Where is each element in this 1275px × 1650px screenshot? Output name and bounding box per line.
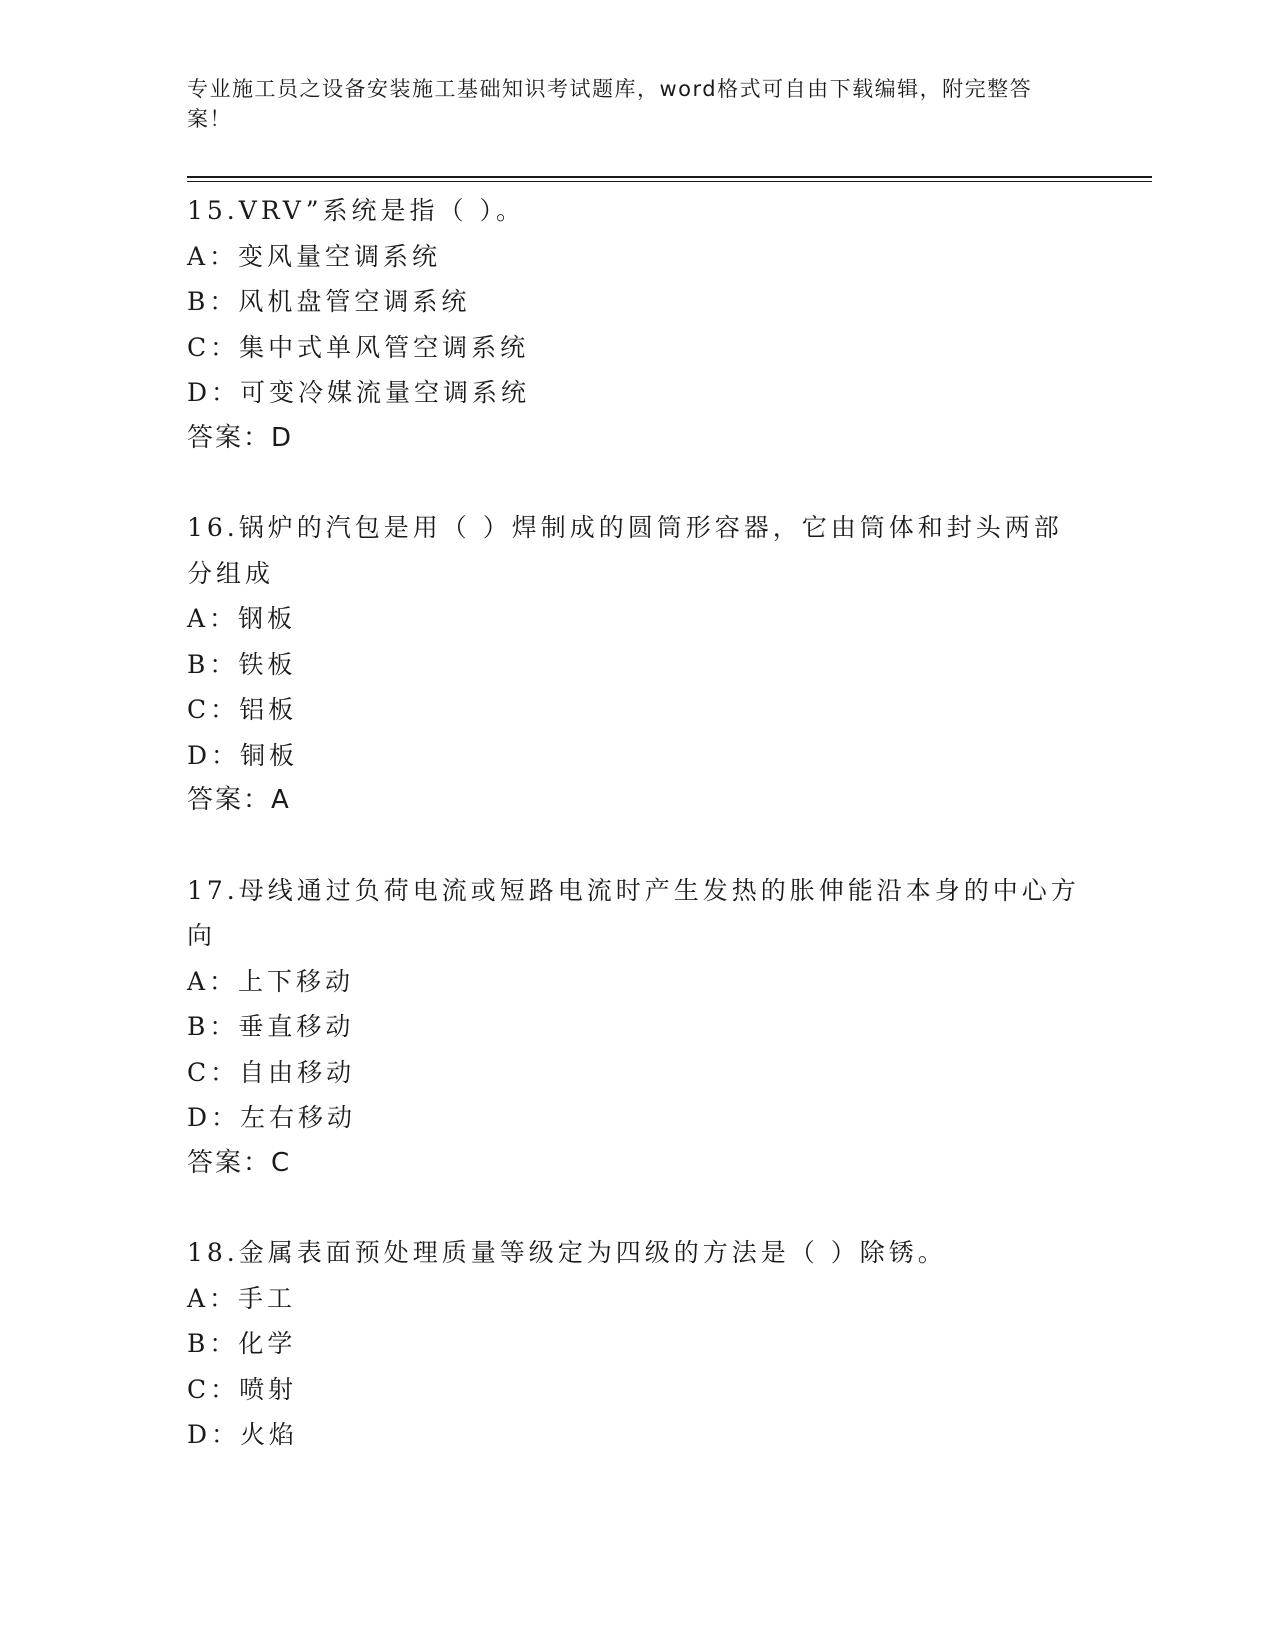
question-stem: 17.母线通过负荷电流或短路电流时产生发热的胀伸能沿本身的中心方向 xyxy=(187,875,1080,950)
option-a: A：手工 xyxy=(187,1283,297,1313)
option-d: D：可变冷媒流量空调系统 xyxy=(187,378,531,407)
option-c: C：自由移动 xyxy=(187,1057,356,1087)
option-b: B：垂直移动 xyxy=(187,1012,355,1041)
option-d: D：左右移动 xyxy=(187,1103,357,1132)
option-a: A：上下移动 xyxy=(187,966,355,996)
answer-line: 答案：D xyxy=(187,422,294,453)
header-divider xyxy=(187,176,1152,178)
question-16 xyxy=(187,505,1087,824)
option-c: C：铝板 xyxy=(187,695,298,724)
option-b: B：风机盘管空调系统 xyxy=(187,287,471,316)
question-spacer xyxy=(187,1186,1087,1230)
option-b: B：化学 xyxy=(187,1329,297,1358)
option-d: D：火焰 xyxy=(187,1420,299,1449)
option-c: C：喷射 xyxy=(187,1374,298,1404)
question-stem: 15.VRV”系统是指（ ）。 xyxy=(187,196,525,225)
header-divider-thin xyxy=(187,181,1152,182)
question-list xyxy=(187,188,1087,1458)
question-15 xyxy=(187,188,1087,461)
answer-line: 答案：A xyxy=(187,785,291,815)
option-b: B：铁板 xyxy=(187,649,297,679)
option-d: D：铜板 xyxy=(187,740,299,770)
question-stem: 16.锅炉的汽包是用（ ）焊制成的圆筒形容器，它由筒体和封头两部分组成 xyxy=(187,513,1063,588)
option-a: A：钢板 xyxy=(187,604,297,633)
answer-line: 答案：C xyxy=(187,1147,292,1178)
question-stem: 18.金属表面预处理质量等级定为四级的方法是（ ）除锈。 xyxy=(187,1238,947,1267)
question-18 xyxy=(187,1230,1087,1458)
document-header: 专业施工员之设备安装施工基础知识考试题库，word格式可自由下载编辑，附完整答案！ xyxy=(187,77,1033,131)
question-spacer xyxy=(187,824,1087,868)
question-17 xyxy=(187,868,1087,1187)
option-c: C：集中式单风管空调系统 xyxy=(187,332,530,362)
option-a: A：变风量空调系统 xyxy=(187,241,442,271)
question-spacer xyxy=(187,461,1087,505)
